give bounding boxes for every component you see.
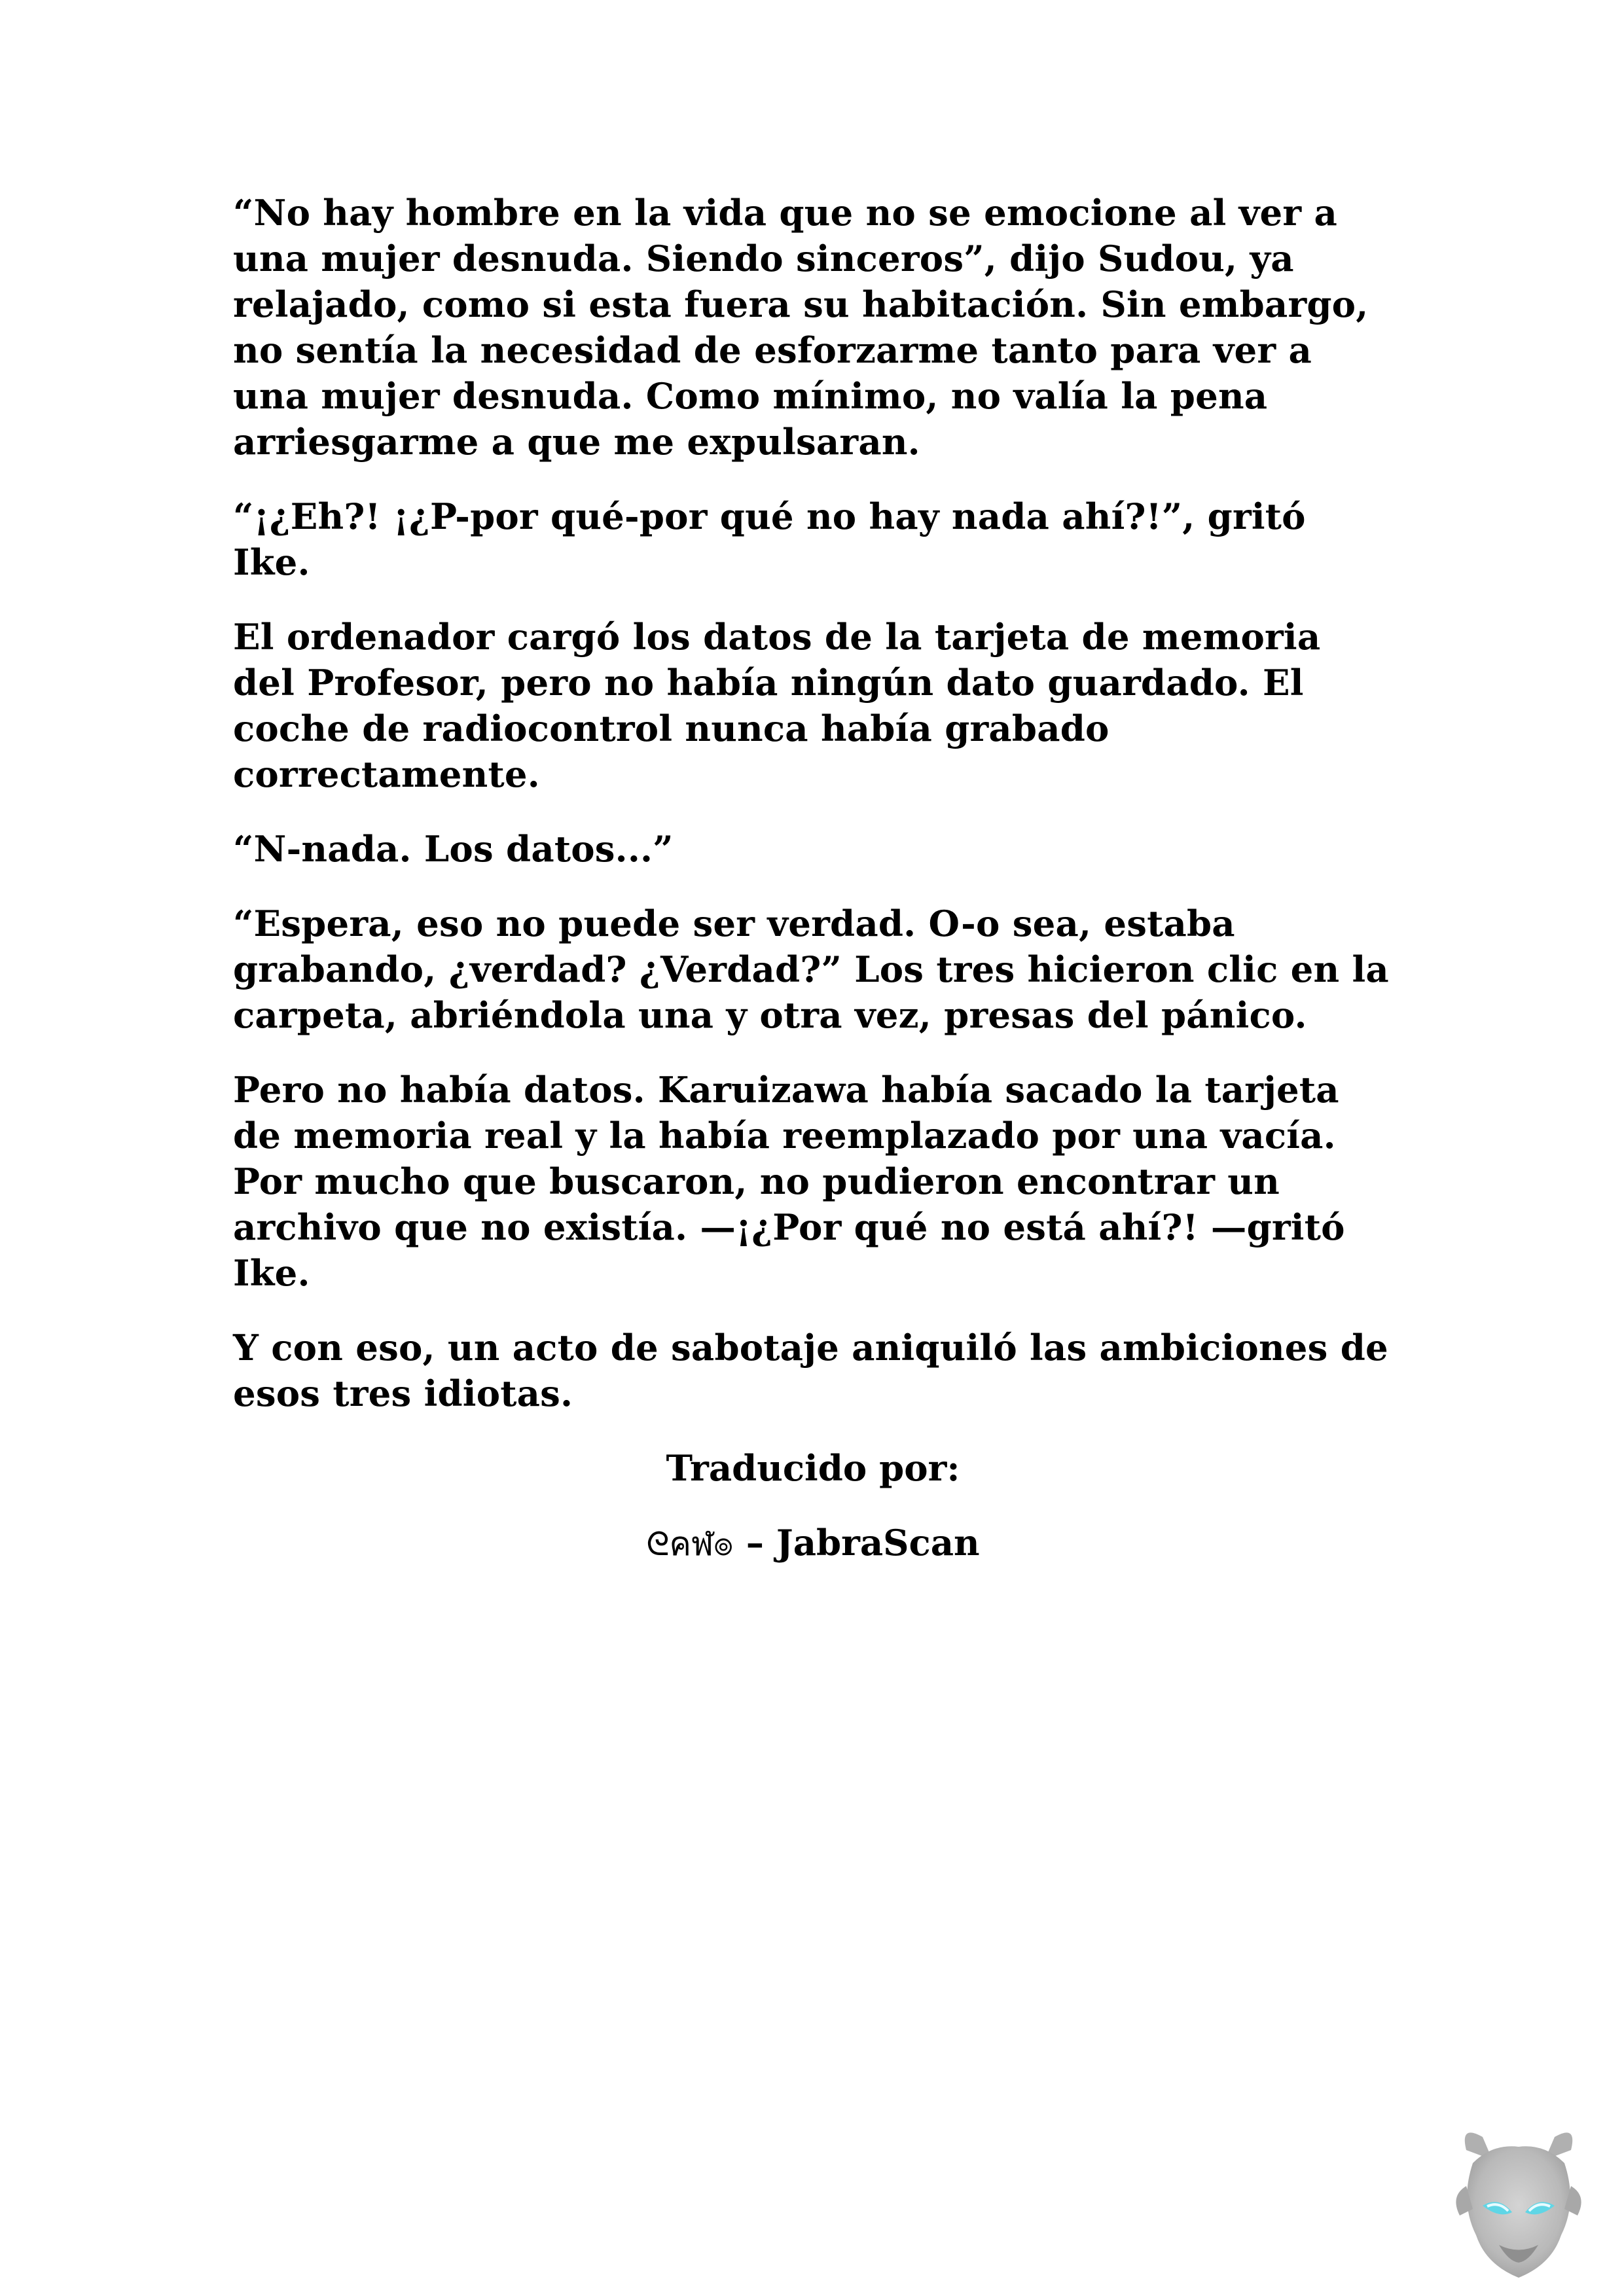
credits-separator: – xyxy=(733,1522,776,1564)
translator-glyphs: ᘓคฬ๏ xyxy=(646,1525,734,1563)
group-name: JabraScan xyxy=(776,1522,980,1564)
paragraph-4: “N-nada. Los datos...” xyxy=(233,828,674,870)
document-body xyxy=(233,190,1393,1596)
paragraph-7: Y con eso, un acto de sabotaje aniquiló las ambiciones de esos tres idiotas. xyxy=(233,1327,1388,1414)
paragraph-6: Pero no había datos. Karuizawa había sacado la tarjeta de memoria real y la había reemplazado por una vacía. Por mucho que buscaron, no pudieron encontrar un archivo que no existía. —¡¿Por qué no está ahí?! —gritó Ike. xyxy=(233,1069,1345,1294)
credits-label: Traducido por: xyxy=(666,1447,960,1489)
demon-head-icon xyxy=(1447,2124,1591,2281)
paragraph-5: “Espera, eso no puede ser verdad. O-o sea, estaba grabando, ¿verdad? ¿Verdad?” Los tres hicieron clic en la carpeta, abriéndola una y otra vez, presas del pánico. xyxy=(233,903,1389,1036)
paragraph-2: “¡¿Eh?! ¡¿P-por qué-por qué no hay nada ahí?!”, gritó Ike. xyxy=(233,495,1306,583)
credits-name xyxy=(233,1520,1393,1567)
paragraph-1: “No hay hombre en la vida que no se emocione al ver a una mujer desnuda. Siendo sinceros”, dijo Sudou, ya relajado, como si esta fuera su habitación. Sin embargo, no sentía la necesidad de esforzarme tanto para ver a una mujer desnuda. Como mínimo, no valía la pena arriesgarme a que me expulsaran. xyxy=(233,192,1369,463)
paragraph-3: El ordenador cargó los datos de la tarjeta de memoria del Profesor, pero no había ningún dato guardado. El coche de radiocontrol nunca había grabado correctamente. xyxy=(233,616,1321,795)
